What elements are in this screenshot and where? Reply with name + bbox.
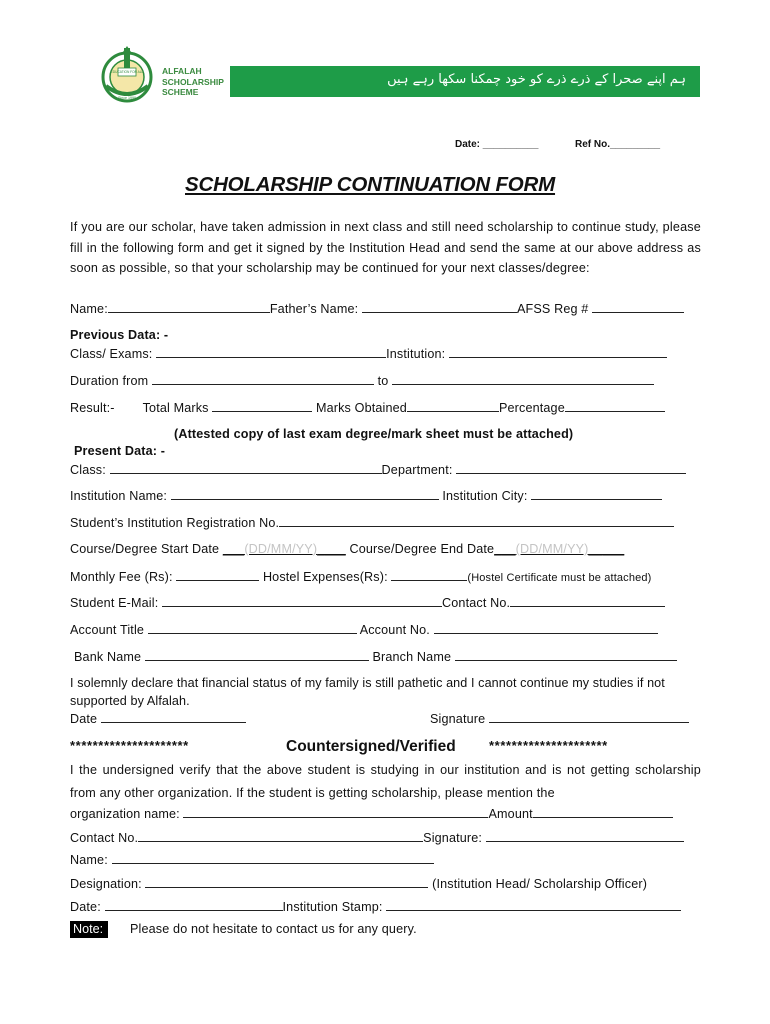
page-title: SCHOLARSHIP CONTINUATION FORM <box>185 173 556 196</box>
intro-paragraph: If you are our scholar, have taken admission in next class and still need scholarship to continue study, please fill in the following form and get it signed by the Institution Head and send the same at our above address as soon as possible, so that your scholarship may be continued for your next classes/degree: <box>70 220 701 275</box>
svg-text:Since 1999: Since 1999 <box>118 96 136 100</box>
hostel-expenses-label: Hostel Expenses(Rs): <box>262 570 388 584</box>
stamp-field[interactable] <box>386 899 681 911</box>
attested-note: (Attested copy of last exam degree/mark sheet must be attached) <box>174 427 574 441</box>
declaration-text: I solemnly declare that financial status of my family is still pathetic and I cannot continue my studies if not supported by Alfalah. <box>70 676 665 708</box>
bank-name-label: Bank Name <box>74 650 142 664</box>
verify-text: I the undersigned verify that the above student is studying in our institution and is not getting scholarship from any other organization. If the student is getting scholarship, please mention the <box>70 763 701 800</box>
institution-label: Institution: <box>386 347 446 361</box>
student-reg-label: Student’s Institution Registration No. <box>70 516 280 530</box>
date-meta: Date: __________ <box>455 139 539 150</box>
stars-right: ********************* <box>489 738 608 753</box>
logo-line: ALFALAH <box>162 66 202 76</box>
end-date-label: Course/Degree End Date <box>349 542 495 556</box>
verify-date-label: Date: <box>70 900 101 914</box>
student-email-label: Student E-Mail: <box>70 596 159 610</box>
result-label: Result:- <box>70 401 115 415</box>
declaration-signature-field[interactable] <box>489 711 689 723</box>
designation-row <box>70 876 647 891</box>
institution-name-row <box>70 488 662 503</box>
class-field[interactable] <box>110 462 382 474</box>
department-label: Department: <box>381 463 453 477</box>
verify-signature-label: Signature: <box>423 831 483 845</box>
account-title-label: Account Title <box>70 623 145 637</box>
monthly-fee-label: Monthly Fee (Rs): <box>70 570 173 584</box>
afss-reg-field[interactable] <box>592 301 684 313</box>
verify-contact-field[interactable] <box>138 830 423 842</box>
name-field[interactable] <box>108 301 270 313</box>
duration-to-label: to <box>377 374 389 388</box>
duration-row <box>70 373 654 388</box>
name-label: Name: <box>70 302 108 316</box>
declaration-signature-label: Signature <box>430 712 486 726</box>
class-label: Class: <box>70 463 106 477</box>
name-row <box>70 301 684 316</box>
contact-no-label: Contact No. <box>442 596 511 610</box>
department-field[interactable] <box>456 462 686 474</box>
class-exams-field[interactable] <box>156 346 386 358</box>
verify-heading: Countersigned/Verified <box>286 738 456 755</box>
verify-name-field[interactable] <box>112 852 434 864</box>
hostel-expenses-field[interactable] <box>391 569 467 581</box>
result-row <box>70 400 665 415</box>
verify-date-field[interactable] <box>105 899 283 911</box>
class-row <box>70 462 686 477</box>
svg-text:EDUCATION FOR ALL: EDUCATION FOR ALL <box>110 70 144 74</box>
monthly-fee-field[interactable] <box>176 569 259 581</box>
verify-contact-row <box>70 830 684 845</box>
student-email-field[interactable] <box>162 595 442 607</box>
father-name-label: Father’s Name: <box>269 302 359 316</box>
percentage-label: Percentage <box>498 401 565 415</box>
declaration-date-label: Date <box>70 712 98 726</box>
start-date-placeholder: (DD/MM/YY) <box>244 542 318 556</box>
alfalah-logo <box>98 46 156 104</box>
marks-obtained-label: Marks Obtained <box>315 401 407 415</box>
start-date-field[interactable]: ___(DD/MM/YY)____ <box>222 542 346 556</box>
amount-field[interactable] <box>533 806 673 818</box>
logo-text <box>162 66 224 98</box>
father-name-field[interactable] <box>362 301 517 313</box>
start-date-label: Course/Degree Start Date <box>70 542 220 556</box>
student-reg-field[interactable] <box>279 515 674 527</box>
declaration-date-row <box>70 711 246 726</box>
stamp-label: Institution Stamp: <box>282 900 383 914</box>
org-name-field[interactable] <box>183 806 488 818</box>
duration-from-field[interactable] <box>152 373 374 385</box>
institution-field[interactable] <box>449 346 667 358</box>
designation-label: Designation: <box>70 877 142 891</box>
duration-to-field[interactable] <box>392 373 654 385</box>
ref-no-meta: Ref No._________ <box>575 139 661 150</box>
logo-line: SCHOLARSHIP <box>162 76 224 87</box>
declaration-date-field[interactable] <box>101 711 246 723</box>
class-exams-row <box>70 346 667 361</box>
account-no-label: Account No. <box>359 623 430 637</box>
institution-city-field[interactable] <box>531 488 662 500</box>
verify-contact-label: Contact No. <box>70 831 139 845</box>
verify-name-row <box>70 852 434 867</box>
stars-left: ********************* <box>70 738 189 753</box>
contact-no-field[interactable] <box>510 595 665 607</box>
duration-from-label: Duration from <box>70 374 149 388</box>
percentage-field[interactable] <box>565 400 665 412</box>
org-name-label: organization name: <box>70 807 180 821</box>
account-no-field[interactable] <box>434 622 658 634</box>
designation-note: (Institution Head/ Scholarship Officer) <box>432 877 648 891</box>
institution-city-label: Institution City: <box>442 489 528 503</box>
verify-date-row <box>70 899 681 914</box>
hostel-note: (Hostel Certificate must be attached) <box>467 572 652 584</box>
verify-signature-field[interactable] <box>486 830 684 842</box>
end-date-field[interactable]: ___(DD/MM/YY)_____ <box>494 542 625 556</box>
branch-name-field[interactable] <box>455 649 677 661</box>
bank-row <box>74 649 677 664</box>
declaration-signature-row <box>430 711 689 726</box>
note-badge: Note: <box>70 921 108 938</box>
note-text: Please do not hesitate to contact us for any query. <box>130 922 417 936</box>
logo-line: SCHEME <box>162 87 199 97</box>
fee-row <box>70 569 651 584</box>
amount-label: Amount <box>488 807 533 821</box>
bank-name-field[interactable] <box>145 649 369 661</box>
present-data-heading: Present Data: - <box>74 444 166 458</box>
account-row <box>70 622 658 637</box>
verify-name-label: Name: <box>70 853 108 867</box>
registration-row <box>70 515 674 530</box>
banner-urdu-text: ہم اپنے صحرا کے ذرے ذرے کو خود چمکنا سکھا رہے ہیں <box>387 72 686 87</box>
course-dates-row <box>70 542 624 556</box>
afss-reg-label: AFSS Reg # <box>516 302 589 316</box>
org-name-row <box>70 806 673 821</box>
designation-field[interactable] <box>145 876 428 888</box>
header-banner <box>230 66 700 97</box>
institution-name-field[interactable] <box>171 488 439 500</box>
branch-name-label: Branch Name <box>372 650 452 664</box>
institution-name-label: Institution Name: <box>70 489 168 503</box>
previous-data-heading: Previous Data: - <box>70 328 169 342</box>
class-exams-label: Class/ Exams: <box>70 347 153 361</box>
marks-obtained-field[interactable] <box>407 400 499 412</box>
end-date-placeholder: (DD/MM/YY) <box>515 542 589 556</box>
account-title-field[interactable] <box>148 622 357 634</box>
total-marks-label: Total Marks <box>142 401 209 415</box>
email-row <box>70 595 665 610</box>
total-marks-field[interactable] <box>212 400 312 412</box>
